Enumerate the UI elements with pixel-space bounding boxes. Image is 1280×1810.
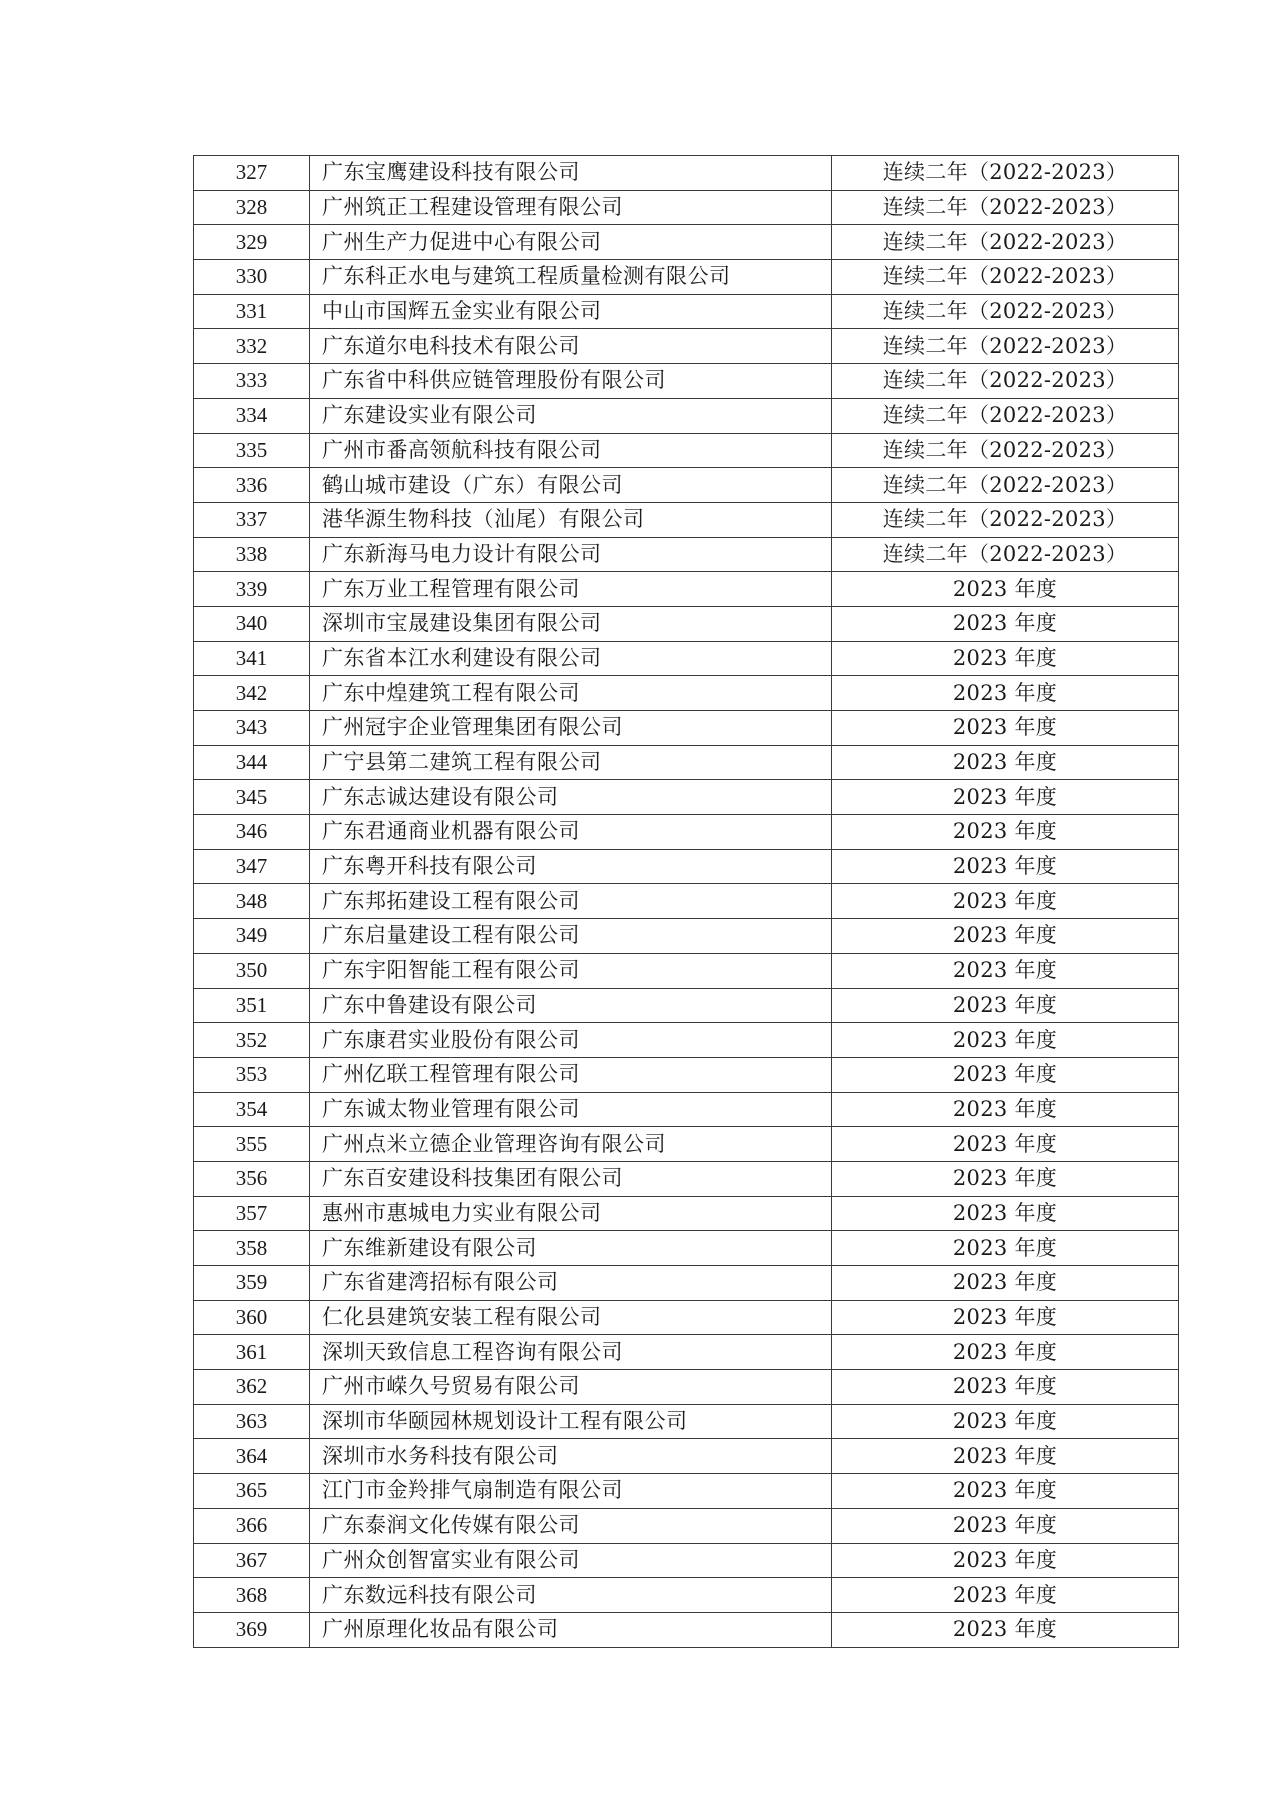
award-year: 连续二年（2022-2023） xyxy=(832,329,1179,364)
row-number: 340 xyxy=(194,606,310,641)
company-name: 深圳市华颐园林规划设计工程有限公司 xyxy=(310,1404,832,1439)
company-name: 广州生产力促进中心有限公司 xyxy=(310,225,832,260)
row-number: 328 xyxy=(194,190,310,225)
company-name: 广州筑正工程建设管理有限公司 xyxy=(310,190,832,225)
company-name: 广东启量建设工程有限公司 xyxy=(310,919,832,954)
row-number: 368 xyxy=(194,1578,310,1613)
row-number: 338 xyxy=(194,537,310,572)
company-name: 广东道尔电科技术有限公司 xyxy=(310,329,832,364)
company-name: 广州市番高领航科技有限公司 xyxy=(310,433,832,468)
table-row xyxy=(194,1543,1179,1578)
award-year: 连续二年（2022-2023） xyxy=(832,260,1179,295)
company-name: 广东宇阳智能工程有限公司 xyxy=(310,953,832,988)
award-year: 2023 年度 xyxy=(832,745,1179,780)
row-number: 334 xyxy=(194,398,310,433)
table-row xyxy=(194,1508,1179,1543)
row-number: 367 xyxy=(194,1543,310,1578)
table-row xyxy=(194,502,1179,537)
company-name: 广东省中科供应链管理股份有限公司 xyxy=(310,364,832,399)
award-year: 连续二年（2022-2023） xyxy=(832,537,1179,572)
award-year: 2023 年度 xyxy=(832,1474,1179,1509)
table-row xyxy=(194,329,1179,364)
table-row xyxy=(194,815,1179,850)
company-name: 港华源生物科技（汕尾）有限公司 xyxy=(310,502,832,537)
table-row xyxy=(194,156,1179,191)
row-number: 342 xyxy=(194,676,310,711)
row-number: 365 xyxy=(194,1474,310,1509)
award-year: 2023 年度 xyxy=(832,953,1179,988)
company-list-table xyxy=(193,155,1179,1648)
company-name: 仁化县建筑安装工程有限公司 xyxy=(310,1300,832,1335)
table-row xyxy=(194,988,1179,1023)
row-number: 337 xyxy=(194,502,310,537)
table-row xyxy=(194,849,1179,884)
row-number: 357 xyxy=(194,1196,310,1231)
row-number: 332 xyxy=(194,329,310,364)
award-year: 连续二年（2022-2023） xyxy=(832,156,1179,191)
company-name: 广东中鲁建设有限公司 xyxy=(310,988,832,1023)
row-number: 362 xyxy=(194,1370,310,1405)
company-name: 广东粤开科技有限公司 xyxy=(310,849,832,884)
table-row xyxy=(194,468,1179,503)
row-number: 350 xyxy=(194,953,310,988)
row-number: 331 xyxy=(194,294,310,329)
row-number: 361 xyxy=(194,1335,310,1370)
row-number: 343 xyxy=(194,711,310,746)
table-row xyxy=(194,780,1179,815)
table-row xyxy=(194,1266,1179,1301)
award-year: 连续二年（2022-2023） xyxy=(832,502,1179,537)
row-number: 366 xyxy=(194,1508,310,1543)
row-number: 351 xyxy=(194,988,310,1023)
row-number: 355 xyxy=(194,1127,310,1162)
table-body xyxy=(194,156,1179,1648)
row-number: 354 xyxy=(194,1092,310,1127)
award-year: 连续二年（2022-2023） xyxy=(832,398,1179,433)
table-row xyxy=(194,260,1179,295)
table-row xyxy=(194,1612,1179,1647)
award-year: 连续二年（2022-2023） xyxy=(832,364,1179,399)
table-row xyxy=(194,1300,1179,1335)
company-name: 广州众创智富实业有限公司 xyxy=(310,1543,832,1578)
company-name: 广东新海马电力设计有限公司 xyxy=(310,537,832,572)
row-number: 336 xyxy=(194,468,310,503)
award-year: 2023 年度 xyxy=(832,1335,1179,1370)
table-row xyxy=(194,1057,1179,1092)
award-year: 2023 年度 xyxy=(832,1266,1179,1301)
company-name: 广东邦拓建设工程有限公司 xyxy=(310,884,832,919)
company-name: 广东宝鹰建设科技有限公司 xyxy=(310,156,832,191)
row-number: 346 xyxy=(194,815,310,850)
award-year: 连续二年（2022-2023） xyxy=(832,225,1179,260)
row-number: 359 xyxy=(194,1266,310,1301)
company-name: 广州市嵘久号贸易有限公司 xyxy=(310,1370,832,1405)
award-year: 2023 年度 xyxy=(832,1092,1179,1127)
table-row xyxy=(194,1023,1179,1058)
award-year: 2023 年度 xyxy=(832,1543,1179,1578)
company-name: 广东数远科技有限公司 xyxy=(310,1578,832,1613)
row-number: 347 xyxy=(194,849,310,884)
company-name: 江门市金羚排气扇制造有限公司 xyxy=(310,1474,832,1509)
row-number: 345 xyxy=(194,780,310,815)
award-year: 连续二年（2022-2023） xyxy=(832,190,1179,225)
company-name: 广东志诚达建设有限公司 xyxy=(310,780,832,815)
award-year: 2023 年度 xyxy=(832,1578,1179,1613)
award-year: 2023 年度 xyxy=(832,1300,1179,1335)
table-row xyxy=(194,433,1179,468)
award-year: 2023 年度 xyxy=(832,1439,1179,1474)
company-name: 广东诚太物业管理有限公司 xyxy=(310,1092,832,1127)
company-name: 广东维新建设有限公司 xyxy=(310,1231,832,1266)
table-row xyxy=(194,1196,1179,1231)
award-year: 2023 年度 xyxy=(832,884,1179,919)
table-row xyxy=(194,1335,1179,1370)
award-year: 2023 年度 xyxy=(832,919,1179,954)
table-row xyxy=(194,1439,1179,1474)
row-number: 353 xyxy=(194,1057,310,1092)
company-name: 广东省建湾招标有限公司 xyxy=(310,1266,832,1301)
award-year: 2023 年度 xyxy=(832,1612,1179,1647)
company-name: 广东中煌建筑工程有限公司 xyxy=(310,676,832,711)
award-year: 2023 年度 xyxy=(832,641,1179,676)
table-row xyxy=(194,676,1179,711)
award-year: 2023 年度 xyxy=(832,1404,1179,1439)
company-name: 广宁县第二建筑工程有限公司 xyxy=(310,745,832,780)
table-row xyxy=(194,1404,1179,1439)
row-number: 333 xyxy=(194,364,310,399)
company-name: 广东康君实业股份有限公司 xyxy=(310,1023,832,1058)
company-name: 深圳天致信息工程咨询有限公司 xyxy=(310,1335,832,1370)
table-row xyxy=(194,884,1179,919)
company-name: 广东万业工程管理有限公司 xyxy=(310,572,832,607)
table-row xyxy=(194,606,1179,641)
award-year: 2023 年度 xyxy=(832,606,1179,641)
company-name: 广州冠宇企业管理集团有限公司 xyxy=(310,711,832,746)
company-name: 广州点米立德企业管理咨询有限公司 xyxy=(310,1127,832,1162)
table-row xyxy=(194,190,1179,225)
company-name: 广州亿联工程管理有限公司 xyxy=(310,1057,832,1092)
award-year: 2023 年度 xyxy=(832,780,1179,815)
table-row xyxy=(194,364,1179,399)
award-year: 2023 年度 xyxy=(832,849,1179,884)
row-number: 330 xyxy=(194,260,310,295)
row-number: 349 xyxy=(194,919,310,954)
table-row xyxy=(194,537,1179,572)
award-year: 2023 年度 xyxy=(832,572,1179,607)
award-year: 连续二年（2022-2023） xyxy=(832,294,1179,329)
company-name: 广东科正水电与建筑工程质量检测有限公司 xyxy=(310,260,832,295)
company-name: 深圳市宝晟建设集团有限公司 xyxy=(310,606,832,641)
award-year: 2023 年度 xyxy=(832,1508,1179,1543)
row-number: 344 xyxy=(194,745,310,780)
row-number: 356 xyxy=(194,1161,310,1196)
company-name: 深圳市水务科技有限公司 xyxy=(310,1439,832,1474)
table-row xyxy=(194,1092,1179,1127)
row-number: 363 xyxy=(194,1404,310,1439)
row-number: 348 xyxy=(194,884,310,919)
company-name: 广东建设实业有限公司 xyxy=(310,398,832,433)
table-row xyxy=(194,398,1179,433)
row-number: 360 xyxy=(194,1300,310,1335)
row-number: 369 xyxy=(194,1612,310,1647)
table-row xyxy=(194,953,1179,988)
award-year: 2023 年度 xyxy=(832,1196,1179,1231)
company-name: 广东百安建设科技集团有限公司 xyxy=(310,1161,832,1196)
company-name: 鹤山城市建设（广东）有限公司 xyxy=(310,468,832,503)
award-year: 2023 年度 xyxy=(832,1023,1179,1058)
award-year: 2023 年度 xyxy=(832,1057,1179,1092)
company-name: 广东泰润文化传媒有限公司 xyxy=(310,1508,832,1543)
table-row xyxy=(194,641,1179,676)
row-number: 341 xyxy=(194,641,310,676)
company-name: 广东省本江水利建设有限公司 xyxy=(310,641,832,676)
table-row xyxy=(194,711,1179,746)
award-year: 连续二年（2022-2023） xyxy=(832,433,1179,468)
row-number: 329 xyxy=(194,225,310,260)
award-year: 2023 年度 xyxy=(832,711,1179,746)
award-year: 2023 年度 xyxy=(832,1161,1179,1196)
award-year: 2023 年度 xyxy=(832,1127,1179,1162)
award-year: 连续二年（2022-2023） xyxy=(832,468,1179,503)
award-year: 2023 年度 xyxy=(832,1370,1179,1405)
table-row xyxy=(194,919,1179,954)
award-year: 2023 年度 xyxy=(832,988,1179,1023)
row-number: 327 xyxy=(194,156,310,191)
row-number: 358 xyxy=(194,1231,310,1266)
table-row xyxy=(194,572,1179,607)
row-number: 335 xyxy=(194,433,310,468)
row-number: 339 xyxy=(194,572,310,607)
award-year: 2023 年度 xyxy=(832,676,1179,711)
company-name: 广东君通商业机器有限公司 xyxy=(310,815,832,850)
award-year: 2023 年度 xyxy=(832,815,1179,850)
table-row xyxy=(194,1474,1179,1509)
award-year: 2023 年度 xyxy=(832,1231,1179,1266)
table-row xyxy=(194,1127,1179,1162)
table-row xyxy=(194,745,1179,780)
table-row xyxy=(194,294,1179,329)
table-row xyxy=(194,1370,1179,1405)
row-number: 352 xyxy=(194,1023,310,1058)
company-name: 广州原理化妆品有限公司 xyxy=(310,1612,832,1647)
table-row xyxy=(194,225,1179,260)
table-row xyxy=(194,1578,1179,1613)
company-name: 中山市国辉五金实业有限公司 xyxy=(310,294,832,329)
company-name: 惠州市惠城电力实业有限公司 xyxy=(310,1196,832,1231)
table-row xyxy=(194,1161,1179,1196)
row-number: 364 xyxy=(194,1439,310,1474)
table-row xyxy=(194,1231,1179,1266)
